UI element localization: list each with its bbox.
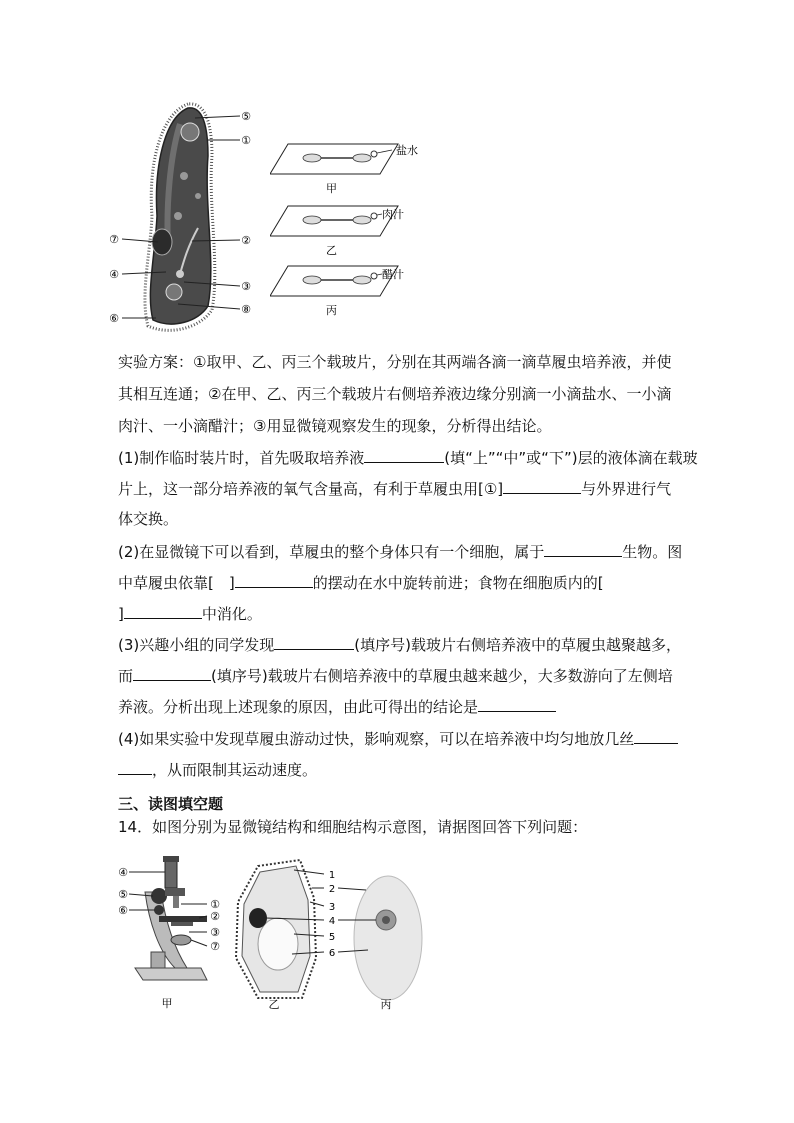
animal-cell-caption: 丙 — [380, 998, 392, 1011]
question-2-line-3 — [118, 604, 262, 623]
plant-cell-caption: 乙 — [268, 998, 280, 1011]
question-3-line-2 — [118, 666, 673, 685]
section-heading: 三、读图填空题 — [118, 795, 224, 813]
cell-label-6: 6 — [328, 948, 336, 959]
paramecium-figure — [100, 96, 275, 336]
slide-jia — [270, 144, 398, 174]
microscope-callout-5: ⑤ — [118, 888, 128, 901]
callout-7: ⑦ — [109, 233, 119, 246]
reagent-salt: 盐水 — [396, 144, 418, 157]
callout-4: ④ — [109, 268, 119, 281]
callout-5: ⑤ — [241, 110, 251, 123]
question-1-text: (填“上”“中”或“下”)层的液体滴在载玻 — [444, 449, 698, 467]
question-1-line-2 — [118, 479, 671, 498]
question-3-text: 养液。分析出现上述现象的原因，由此可得出的结论是 — [118, 698, 479, 716]
microscope-caption: 甲 — [161, 997, 173, 1010]
answer-blank[interactable] — [478, 697, 556, 712]
plan-line-1: 实验方案：①取甲、乙、丙三个载玻片，分别在其两端各滴一滴草履虫培养液，并使 — [118, 353, 672, 371]
callout-6: ⑥ — [109, 312, 119, 325]
question-1-text: 与外界进行气 — [581, 480, 672, 498]
slide-yi — [270, 206, 398, 236]
question-1-line-1 — [118, 448, 698, 467]
answer-blank[interactable] — [124, 604, 202, 619]
question-2-text: ] — [118, 605, 124, 623]
animal-cell — [354, 876, 422, 1000]
question-3-text: 而 — [118, 667, 134, 685]
microscope-figure — [115, 852, 230, 1012]
cell-figure — [228, 858, 428, 1014]
question-3-line-1 — [118, 635, 681, 654]
slide-bing — [270, 266, 398, 296]
plan-line-3: 肉汁、一小滴醋汁；③用显微镜观察发生的现象，分析得出结论。 — [118, 417, 552, 435]
question-4-text: ，从而限制其运动速度。 — [152, 761, 318, 779]
plan-line-2: 其相互连通；②在甲、乙、丙三个载玻片右侧培养液边缘分别滴一小滴盐水、一小滴 — [118, 385, 672, 403]
microscope-callout-3: ③ — [210, 926, 220, 939]
question-14-stem: 14．如图分别为显微镜结构和细胞结构示意图，请据图回答下列问题： — [118, 818, 588, 836]
question-3-text: (填序号)载玻片右侧培养液中的草履虫越来越少，大多数游向了左侧培 — [211, 667, 673, 685]
microscope-callout-6: ⑥ — [118, 904, 128, 917]
callout-8: ⑧ — [241, 303, 251, 316]
question-2-text: 中草履虫依靠[ ] — [118, 574, 235, 592]
slide-caption-jia: 甲 — [326, 182, 337, 195]
question-2-text: (2)在显微镜下可以看到，草履虫的整个身体只有一个细胞，属于 — [118, 543, 545, 561]
answer-blank[interactable] — [235, 573, 313, 588]
question-2-text: 生物。图 — [622, 543, 683, 561]
question-2-line-2 — [118, 573, 604, 592]
answer-blank[interactable] — [503, 479, 581, 494]
cell-label-5: 5 — [328, 932, 336, 943]
question-4-line-2 — [118, 760, 317, 779]
cell-label-4: 4 — [328, 916, 336, 927]
cell-label-3: 3 — [328, 902, 336, 913]
microscope-callout-7: ⑦ — [210, 940, 220, 953]
question-4-line-1 — [118, 729, 678, 748]
answer-blank[interactable] — [544, 542, 622, 557]
slide-caption-yi: 乙 — [326, 244, 337, 257]
microscope-callout-1: ① — [210, 898, 220, 911]
question-1-text: 片上，这一部分培养液的氧气含量高，有利于草履虫用[①] — [118, 480, 504, 498]
answer-blank[interactable] — [274, 635, 354, 650]
question-2-text: 中消化。 — [201, 605, 262, 623]
answer-blank[interactable] — [133, 666, 211, 681]
callout-2: ② — [241, 234, 251, 247]
cell-label-2: 2 — [328, 884, 336, 895]
answer-blank[interactable] — [634, 729, 678, 744]
slide-caption-bing: 丙 — [326, 304, 337, 317]
answer-blank[interactable] — [118, 760, 152, 775]
question-3-text: (填序号)载玻片右侧培养液中的草履虫越聚越多， — [354, 636, 681, 654]
question-1-text: (1)制作临时装片时，首先吸取培养液 — [118, 449, 365, 467]
reagent-vinegar: 醋汁 — [382, 268, 404, 281]
microscope-callout-2: ② — [210, 910, 220, 923]
question-4-text: (4)如果实验中发现草履虫游动过快，影响观察，可以在培养液中均匀地放几丝 — [118, 730, 635, 748]
question-3-line-3 — [118, 697, 556, 716]
question-3-text: (3)兴趣小组的同学发现 — [118, 636, 275, 654]
slides-figure — [270, 136, 440, 321]
answer-blank[interactable] — [364, 448, 444, 463]
cell-label-1: 1 — [328, 870, 336, 881]
callout-1: ① — [241, 134, 251, 147]
question-2-text: 的摆动在水中旋转前进；食物在细胞质内的[ — [312, 574, 604, 592]
microscope-callout-4: ④ — [118, 866, 128, 879]
reagent-broth: 肉汁 — [382, 208, 404, 221]
question-2-line-1 — [118, 542, 682, 561]
callout-3: ③ — [241, 280, 251, 293]
question-1-line-3: 体交换。 — [118, 510, 179, 528]
